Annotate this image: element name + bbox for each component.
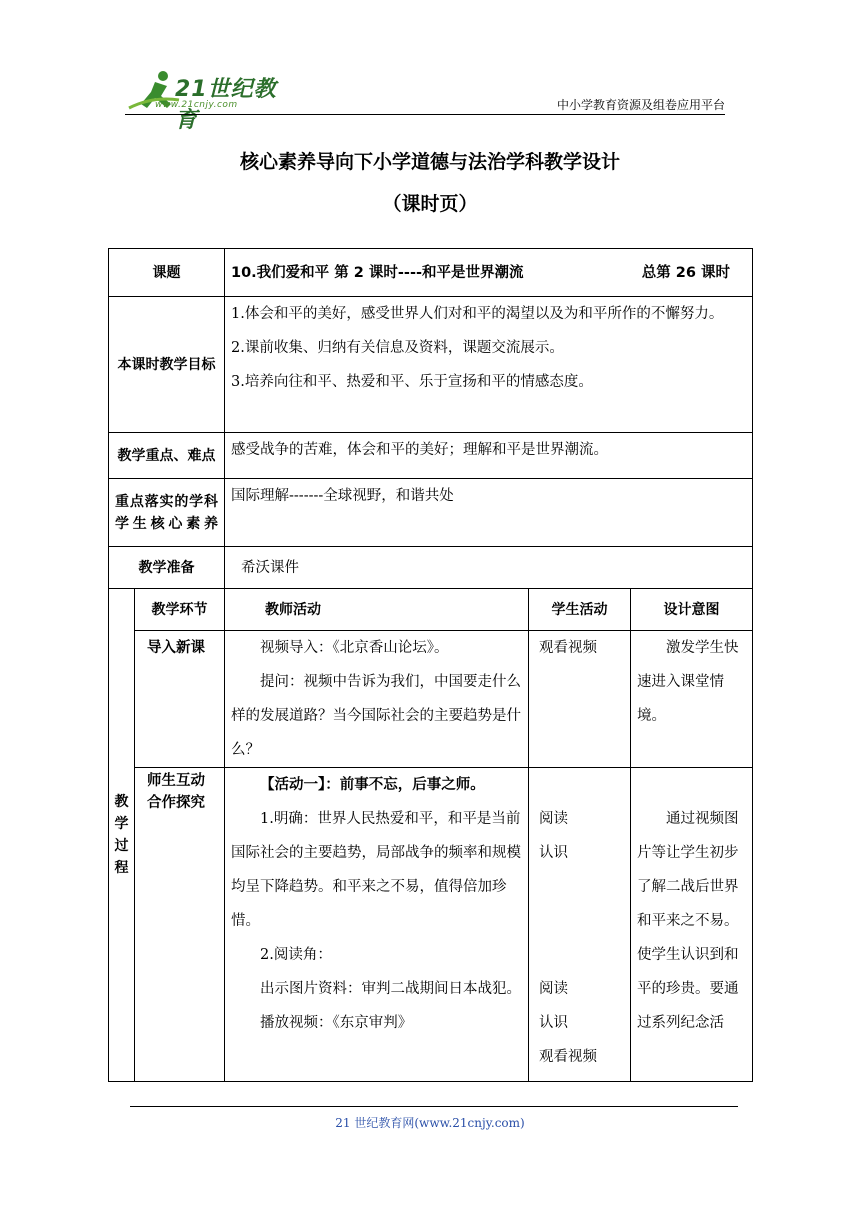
footer-divider <box>130 1106 738 1107</box>
student-line: 阅读 <box>539 811 568 827</box>
goals-row <box>109 297 753 433</box>
prep-label: 教学准备 <box>109 547 225 589</box>
stage-interact-intent <box>631 768 753 1082</box>
process-side-label <box>109 589 135 1082</box>
teacher-line: 视频导入：《北京香山论坛》。 <box>260 640 449 656</box>
keypoints-value: 感受战争的苦难，体会和平的美好；理解和平是世界潮流。 <box>225 433 753 479</box>
footer-link[interactable]: 21 世纪教育网(www.21cnjy.com) <box>335 1116 525 1130</box>
teacher-line: 提问：视频中告诉为我们，中国要走什么样的发展道路？当今国际社会的主要趋势是什么？ <box>231 674 521 758</box>
col-header-teacher: 教师活动 <box>225 589 529 631</box>
col-header-student: 学生活动 <box>529 589 631 631</box>
literacy-label: 重点落实的学科学生核心素养 <box>109 479 225 547</box>
topic-label: 课题 <box>109 249 225 297</box>
page-header <box>125 68 725 133</box>
lesson-plan-table <box>108 248 753 1082</box>
page-title: 核心素养导向下小学道德与法治学科教学设计 <box>239 151 620 173</box>
stage-intro-student: 观看视频 <box>529 631 631 768</box>
prep-row <box>109 547 753 589</box>
goal-item: 2.课前收集、归纳有关信息及资料，课题交流展示。 <box>231 340 564 356</box>
header-divider <box>125 114 725 115</box>
col-header-stage: 教学环节 <box>135 589 225 631</box>
topic-cell <box>225 249 753 297</box>
keypoints-row <box>109 433 753 479</box>
student-line: 认识 <box>539 1015 568 1031</box>
stage-intro-teacher <box>225 631 529 768</box>
student-line: 阅读 <box>539 981 568 997</box>
col-header-intent: 设计意图 <box>631 589 753 631</box>
header-platform-text: 中小学教育资源及组卷应用平台 <box>556 98 725 112</box>
teacher-line: 2.阅读角： <box>260 947 332 963</box>
stage-interact-teacher <box>225 768 529 1082</box>
student-line: 认识 <box>539 845 568 861</box>
logo-url: www.21cnjy.com <box>155 100 238 110</box>
intent-text: 通过视频图片等让学生初步了解二战后世界和平来之不易。使学生认识到和平的珍贵。要通过系列纪念活 <box>637 811 739 1031</box>
brand-logo <box>125 68 295 133</box>
student-line: 观看视频 <box>539 1049 597 1065</box>
process-side-text: 教学过程 <box>114 794 129 876</box>
stage-interact-name: 师生互动合作探究 <box>135 768 225 1082</box>
literacy-value: 国际理解-------全球视野，和谐共处 <box>225 479 753 547</box>
keypoints-label: 教学重点、难点 <box>109 433 225 479</box>
process-header-row <box>109 589 753 631</box>
topic-total: 总第 26 课时 <box>641 264 730 281</box>
goal-item: 3.培养向往和平、热爱和平、乐于宣扬和平的情感态度。 <box>231 374 593 390</box>
literacy-row <box>109 479 753 547</box>
stage-interact-student <box>529 768 631 1082</box>
topic-row <box>109 249 753 297</box>
stage-intro-intent: 激发学生快速进入课堂情境。 <box>631 631 753 768</box>
goal-item: 1.体会和平的美好，感受世界人们对和平的渴望以及为和平所作的不懈努力。 <box>231 306 724 322</box>
stage-intro-name: 导入新课 <box>135 631 225 768</box>
goals-label: 本课时教学目标 <box>109 297 225 433</box>
page-subtitle: （课时页） <box>382 193 478 215</box>
goals-cell <box>225 297 753 433</box>
stage-interact-row <box>109 768 753 1082</box>
teacher-line: 1.明确：世界人民热爱和平，和平是当前国际社会的主要趋势，局部战争的频率和规模均呈下降趋势。和平来之不易，值得倍加珍惜。 <box>231 811 521 929</box>
activity-title: 【活动一】：前事不忘，后事之师。 <box>260 777 485 793</box>
logo-wordmark: 21世纪教育 <box>175 77 277 133</box>
teacher-line: 播放视频：《东京审判》 <box>260 1015 413 1031</box>
topic-value: 10.我们爱和平 第 2 课时----和平是世界潮流 <box>231 264 524 281</box>
stage-intro-row <box>109 631 753 768</box>
teacher-line: 出示图片资料：审判二战期间日本战犯。 <box>260 981 521 997</box>
prep-value: 希沃课件 <box>225 547 753 589</box>
